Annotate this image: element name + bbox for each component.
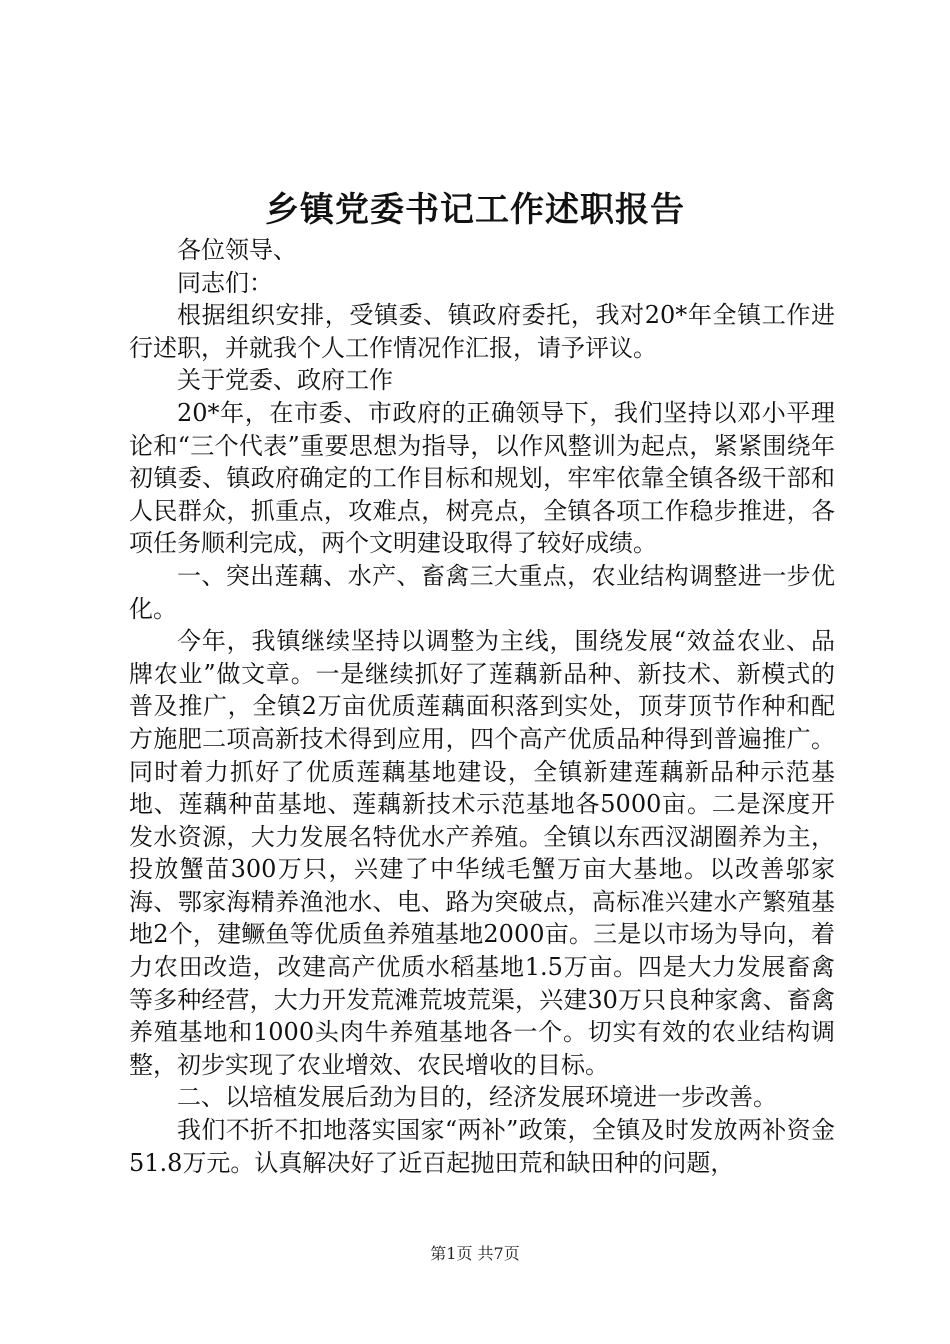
body-paragraph: 20*年，在市委、市政府的正确领导下，我们坚持以邓小平理论和“三个代表”重要思想为指导，以作风整训为起点，紧紧围绕年初镇委、镇政府确定的工作目标和规划，牢牢依靠全镇各级干部和人民群众，抓重点，攻难点，树亮点，全镇各项工作稳步推进，各项任务顺利完成，两个文明建设取得了较好成绩。	[129, 398, 835, 558]
section-heading: 一、突出莲藕、水产、畜禽三大重点，农业结构调整进一步优化。	[129, 561, 835, 623]
body-paragraph: 根据组织安排，受镇委、镇政府委托，我对20*年全镇工作进行述职，并就我个人工作情况作汇报，请予评议。	[129, 301, 835, 362]
salutation-line-1: 各位领导、	[177, 236, 297, 264]
section-heading: 关于党委、政府工作	[177, 366, 393, 395]
document-body	[129, 234, 835, 1179]
page-number-footer: 第1页 共7页	[430, 1244, 520, 1263]
section-heading: 二、以培植发展后劲为目的，经济发展环境进一步改善。	[177, 1083, 777, 1112]
body-paragraph: 我们不折不扣地落实国家“两补”政策，全镇及时发放两补资金51.8万元。认真解决好了近百起抛田荒和缺田种的问题，	[129, 1116, 835, 1177]
salutation-line-2: 同志们：	[177, 268, 273, 297]
document-title: 乡镇党委书记工作述职报告	[265, 190, 685, 230]
body-paragraph: 今年，我镇继续坚持以调整为主线，围绕发展“效益农业、品牌农业”做文章。一是继续抓好了莲藕新品种、新技术、新模式的普及推广，全镇2万亩优质莲藕面积落到实处，顶芽顶节作种和配方施肥二项高新技术得到应用，四个高产优质品种得到普遍推广。同时着力抓好了优质莲藕基地建设，全镇新建莲藕新品种示范基地、莲藕种苗基地、莲藕新技术示范基地各5000亩。二是深度开发水资源，大力发展名特优水产养殖。全镇以东西汊湖圈养为主，投放蟹苗300万只，兴建了中华绒毛蟹万亩大基地。以改善邬家海、鄂家海精养渔池水、电、路为突破点，高标准兴建水产繁殖基地2个，建鳜鱼等优质鱼养殖基地2000亩。三是以市场为导向，着力农田改造，改建高产优质水稻基地1.5万亩。四是大力发展畜禽等多种经营，大力开发荒滩荒坡荒渠，兴建30万只良种家禽、畜禽养殖基地和1000头肉牛养殖基地各一个。切实有效的农业结构调整，初步实现了农业增效、农民增收的目标。	[129, 627, 835, 1079]
